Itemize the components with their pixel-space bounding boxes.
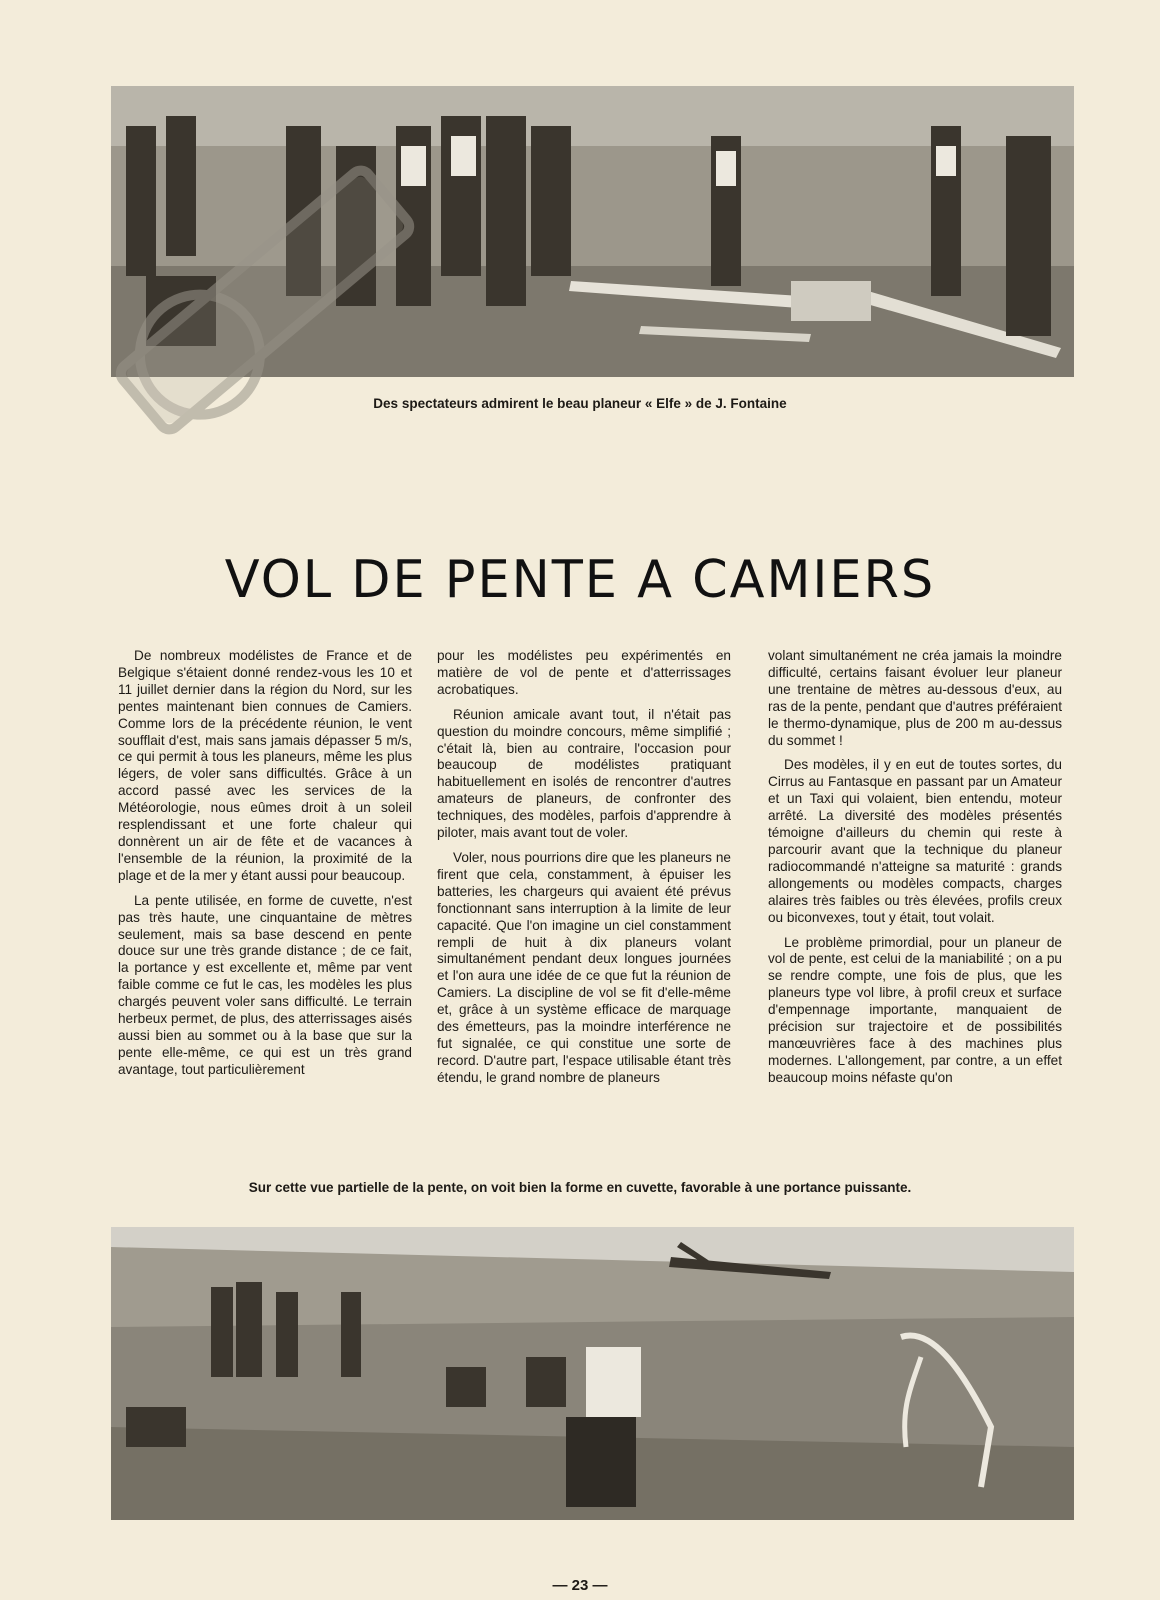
article-column-3 [768, 648, 1062, 1095]
caption-bottom-photo: Sur cette vue partielle de la pente, on voit bien la forme en cuvette, favorable à une portance puissante. [248, 1180, 912, 1195]
paragraph: volant simultanément ne créa jamais la moindre difficulté, certains faisant évoluer leur planeur une trentaine de mètres au-dessous d'eux, au ras de la pente, pendant que d'autres préféraient le thermo-dynamique, plus de 200 m au-dessus du sommet ! [768, 648, 1062, 748]
photo-slope-launch [111, 1227, 1074, 1520]
paragraph: Le problème primordial, pour un planeur de vol de pente, est celui de la maniabilité ; on a pu se rendre compte, une fois de plus, que les planeurs type vol libre, à profil creux et surface d'empennage importante, manquaient de précision sur trajectoire et de possibilités manœuvrières face à des machines plus modernes. L'allongement, par contre, a un effet beaucoup moins néfaste qu'on [768, 934, 1062, 1085]
article-column-2 [437, 648, 731, 1095]
caption-top-photo: Des spectateurs admirent le beau planeur « Elfe » de J. Fontaine [373, 396, 787, 411]
page-number: — 23 — [552, 1577, 608, 1594]
paragraph: pour les modélistes peu expérimentés en matière de vol de pente et d'atterrissages acrobatiques. [437, 648, 731, 697]
paragraph: Réunion amicale avant tout, il n'était pas question du moindre concours, même simplifié ; c'était là, bien au contraire, l'occasion pour beaucoup de modélistes pratiquant habituellement en isolés de rencontrer d'autres amateurs de planeurs, de confronter des techniques, des modèles, parfois d'apprendre à piloter, mais avant tout de voler. [437, 706, 731, 841]
article-column-1 [118, 648, 412, 1087]
article-title: VOL DE PENTE A CAMIERS [224, 549, 936, 610]
paragraph: Voler, nous pourrions dire que les planeurs ne firent que cela, constamment, à épuiser les batteries, les chargeurs qui avaient été prévus fonctionnant sans interruption à la limite de leur capacité. Que l'on imagine un ciel constamment rempli de huit à dix planeurs volant simultanément pendant deux longues journées et l'on aura une idée de ce que fut la réunion de Camiers. La discipline de vol se fit d'elle-même et, grâce à un système efficace de marquage des émetteurs, pas la moindre interférence ne fut signalée, ce qui constitue une sorte de record. D'autre part, l'espace utilisable étant très étendu, le grand nombre de planeurs [437, 849, 731, 1085]
photo-slope-graphic [111, 1227, 1074, 1520]
paragraph: La pente utilisée, en forme de cuvette, n'est pas très haute, une cinquantaine de mètres seulement, mais sa base descend en pente douce sur une très grande distance ; de ce fait, la portance y est excellente et, même par vent faible comme ce fut le cas, les modèles les plus chargés peuvent voler sans difficulté. Le terrain herbeux permet, de plus, des atterrissages aisés aussi bien au sommet ou à la base que sur la pente elle-même, ce qui est un très grand avantage, tout particulièrement [118, 892, 412, 1077]
paragraph: De nombreux modélistes de France et de Belgique s'étaient donné rendez-vous les 10 et 11 juillet dernier dans la région du Nord, sur les pentes maintenant bien connues de Camiers. Comme lors de la précédente réunion, le vent soufflait d'est, mais sans jamais dépasser 5 m/s, ce qui permit à tous les planeurs, même les plus légers, de voler sans difficultés. Grâce à un accord passé avec les services de la Météorologie, nous eûmes droit à un soleil resplendissant et une forte chaleur qui donnèrent un air de fête et de vacances à l'ensemble de la réunion, la proximité de la plage et de la mer y étant aussi pour beaucoup. [118, 648, 412, 883]
watermark-stamp [85, 90, 445, 510]
paragraph: Des modèles, il y en eut de toutes sortes, du Cirrus au Fantasque en passant par un Amateur et un Taxi qui volaient, bien entendu, moteur arrêté. La diversité des modèles présentés témoigne d'ailleurs du chemin qui reste à parcourir avant que la technique du planeur radiocommandé n'atteigne sa maturité : grands allongements ou modèles compacts, charges alaires très faibles ou très élevées, profils creux ou biconvexes, tout y était, tout volait. [768, 757, 1062, 925]
